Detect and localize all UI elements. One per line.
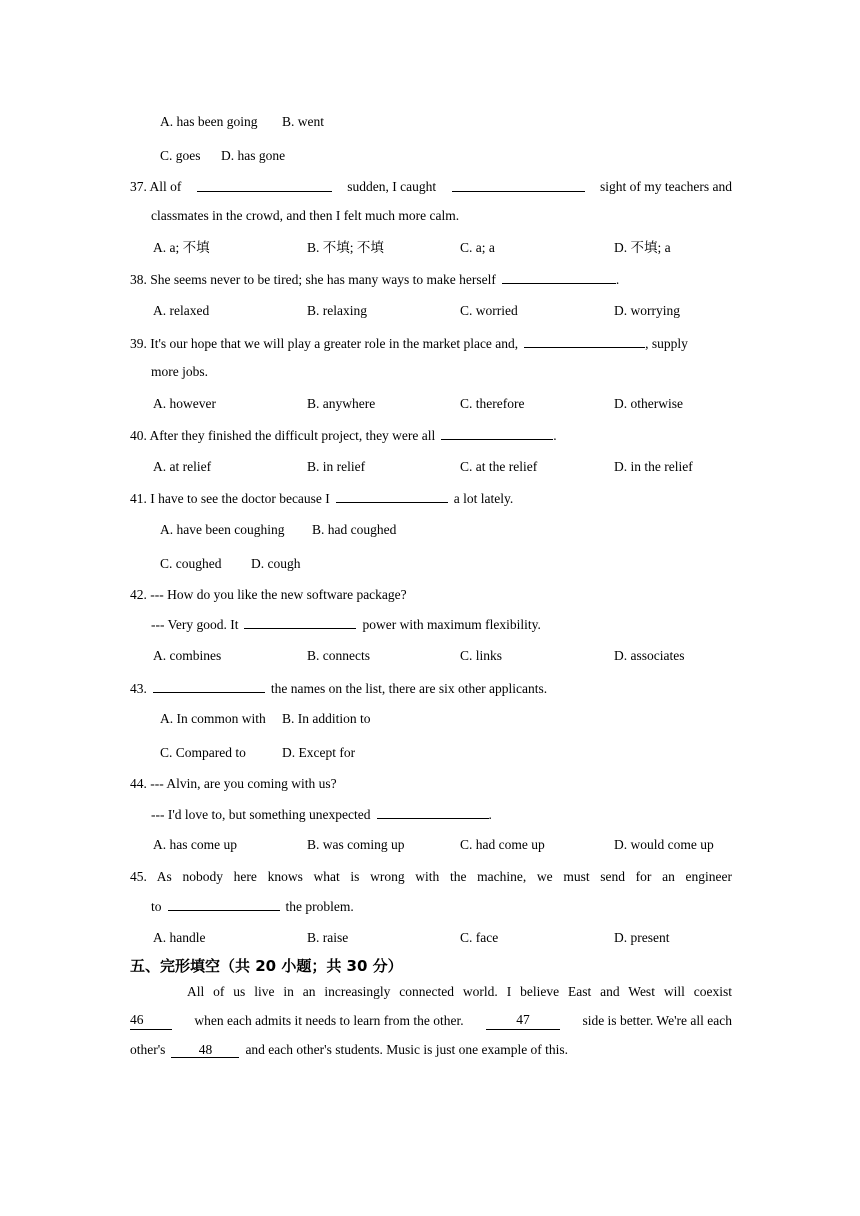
q40-option-c: C. at the relief — [460, 459, 538, 474]
passage-line-3-start: other's — [130, 1042, 166, 1057]
passage-line-1: All of us live in an increasingly connected world. I believe East and West will coexist — [187, 984, 732, 999]
q38-text: 38. She seems never to be tired; she has many ways to make herself — [130, 272, 496, 287]
q38-option-d: D. worrying — [614, 303, 680, 318]
passage-line-2-text-b: side is better. We're all each — [582, 1013, 732, 1028]
q42-option-c: C. links — [460, 648, 503, 663]
question-40 — [130, 426, 557, 445]
q44-option-b: B. was coming up — [307, 837, 405, 852]
q36-option-b: B. went — [282, 114, 324, 129]
q41-option-c: C. coughed — [160, 556, 222, 571]
q45-option-b: B. raise — [307, 930, 349, 945]
blank — [524, 334, 645, 348]
q39-text: 39. It's our hope that we will play a greater role in the market place and, — [130, 336, 519, 351]
q37-option-d: D. 不填; a — [614, 240, 671, 255]
q40-text: 40. After they finished the difficult project, they were all — [130, 428, 436, 443]
q42-line2-start: --- Very good. It — [151, 617, 239, 632]
q45-line2-end: the problem. — [285, 899, 354, 914]
q43-option-d: D. Except for — [282, 745, 356, 760]
blank — [336, 489, 448, 503]
blank — [441, 426, 553, 440]
q41-text: 41. I have to see the doctor because I — [130, 491, 330, 506]
q44-option-c: C. had come up — [460, 837, 545, 852]
q39-option-c: C. therefore — [460, 396, 525, 411]
blank — [197, 178, 332, 192]
passage-line-3 — [130, 1041, 568, 1059]
q38-end: . — [615, 272, 620, 287]
q36-option-c: C. goes — [160, 148, 201, 163]
q44-line2-start: --- I'd love to, but something unexpected — [151, 807, 371, 822]
q38-option-b: B. relaxing — [307, 303, 367, 318]
question-44: 44. --- Alvin, are you coming with us? — [130, 776, 337, 791]
q45-line2 — [151, 897, 354, 916]
q45-option-d: D. present — [614, 930, 670, 945]
question-39 — [130, 334, 688, 353]
blank — [244, 615, 356, 629]
blank — [153, 679, 265, 693]
blank-48: 48 — [171, 1042, 239, 1058]
blank — [452, 178, 585, 192]
q43-option-a: A. In common with — [160, 711, 266, 726]
question-41 — [130, 489, 513, 508]
q37-number-text: 37. All of — [130, 179, 182, 194]
q41-option-a: A. have been coughing — [160, 522, 285, 537]
q39-line2: more jobs. — [151, 364, 208, 379]
q42-line2-end: power with maximum flexibility. — [362, 617, 541, 632]
q42-option-d: D. associates — [614, 648, 685, 663]
q44-option-a: A. has come up — [153, 837, 237, 852]
q36-option-a: A. has been going — [160, 114, 258, 129]
q40-end: . — [553, 428, 557, 443]
q39-option-b: B. anywhere — [307, 396, 376, 411]
section-heading: 五、完形填空（共 20 小题；共 30 分） — [130, 957, 403, 975]
q38-option-a: A. relaxed — [153, 303, 210, 318]
q45-option-a: A. handle — [153, 930, 206, 945]
question-45: 45. As nobody here knows what is wrong with the machine, we must send for an engineer — [130, 869, 732, 884]
q41-end: a lot lately. — [453, 491, 514, 506]
blank — [502, 270, 616, 284]
q43-number: 43. — [130, 681, 147, 696]
q37-text-end: sight of my teachers and — [600, 179, 732, 194]
q42-option-b: B. connects — [307, 648, 370, 663]
q43-option-c: C. Compared to — [160, 745, 246, 760]
q45-line2-start: to — [151, 899, 162, 914]
q42-line2 — [151, 615, 541, 634]
q43-option-b: B. In addition to — [282, 711, 371, 726]
q40-option-a: A. at relief — [153, 459, 212, 474]
q39-option-a: A. however — [153, 396, 216, 411]
blank — [168, 897, 280, 911]
q44-line2 — [151, 805, 492, 824]
q40-option-d: D. in the relief — [614, 459, 693, 474]
question-43 — [130, 679, 547, 698]
q44-option-d: D. would come up — [614, 837, 714, 852]
passage-line-2 — [130, 1012, 732, 1030]
blank-46: 46 — [130, 1012, 172, 1030]
q38-option-c: C. worried — [460, 303, 518, 318]
q39-option-d: D. otherwise — [614, 396, 683, 411]
q39-end: , supply — [645, 336, 688, 351]
q37-text-mid: sudden, I caught — [347, 179, 437, 194]
question-38 — [130, 270, 619, 289]
q37-option-a: A. a; 不填 — [153, 240, 210, 255]
passage-line-2-text-a: when each admits it needs to learn from the other. — [194, 1013, 464, 1028]
q36-option-d: D. has gone — [221, 148, 286, 163]
blank-47: 47 — [486, 1012, 560, 1030]
q42-option-a: A. combines — [153, 648, 222, 663]
q44-end: . — [488, 807, 492, 822]
q45-option-c: C. face — [460, 930, 499, 945]
question-42: 42. --- How do you like the new software package? — [130, 587, 407, 602]
question-37 — [130, 178, 732, 196]
q37-line2: classmates in the crowd, and then I felt much more calm. — [151, 208, 460, 223]
q41-option-b: B. had coughed — [312, 522, 397, 537]
blank — [377, 805, 489, 819]
passage-line-3-end: and each other's students. Music is just one example of this. — [245, 1042, 569, 1057]
q40-option-b: B. in relief — [307, 459, 366, 474]
q41-option-d: D. cough — [251, 556, 301, 571]
q37-option-c: C. a; a — [460, 240, 495, 255]
q37-option-b: B. 不填; 不填 — [307, 240, 384, 255]
q43-text: the names on the list, there are six other applicants. — [270, 681, 548, 696]
